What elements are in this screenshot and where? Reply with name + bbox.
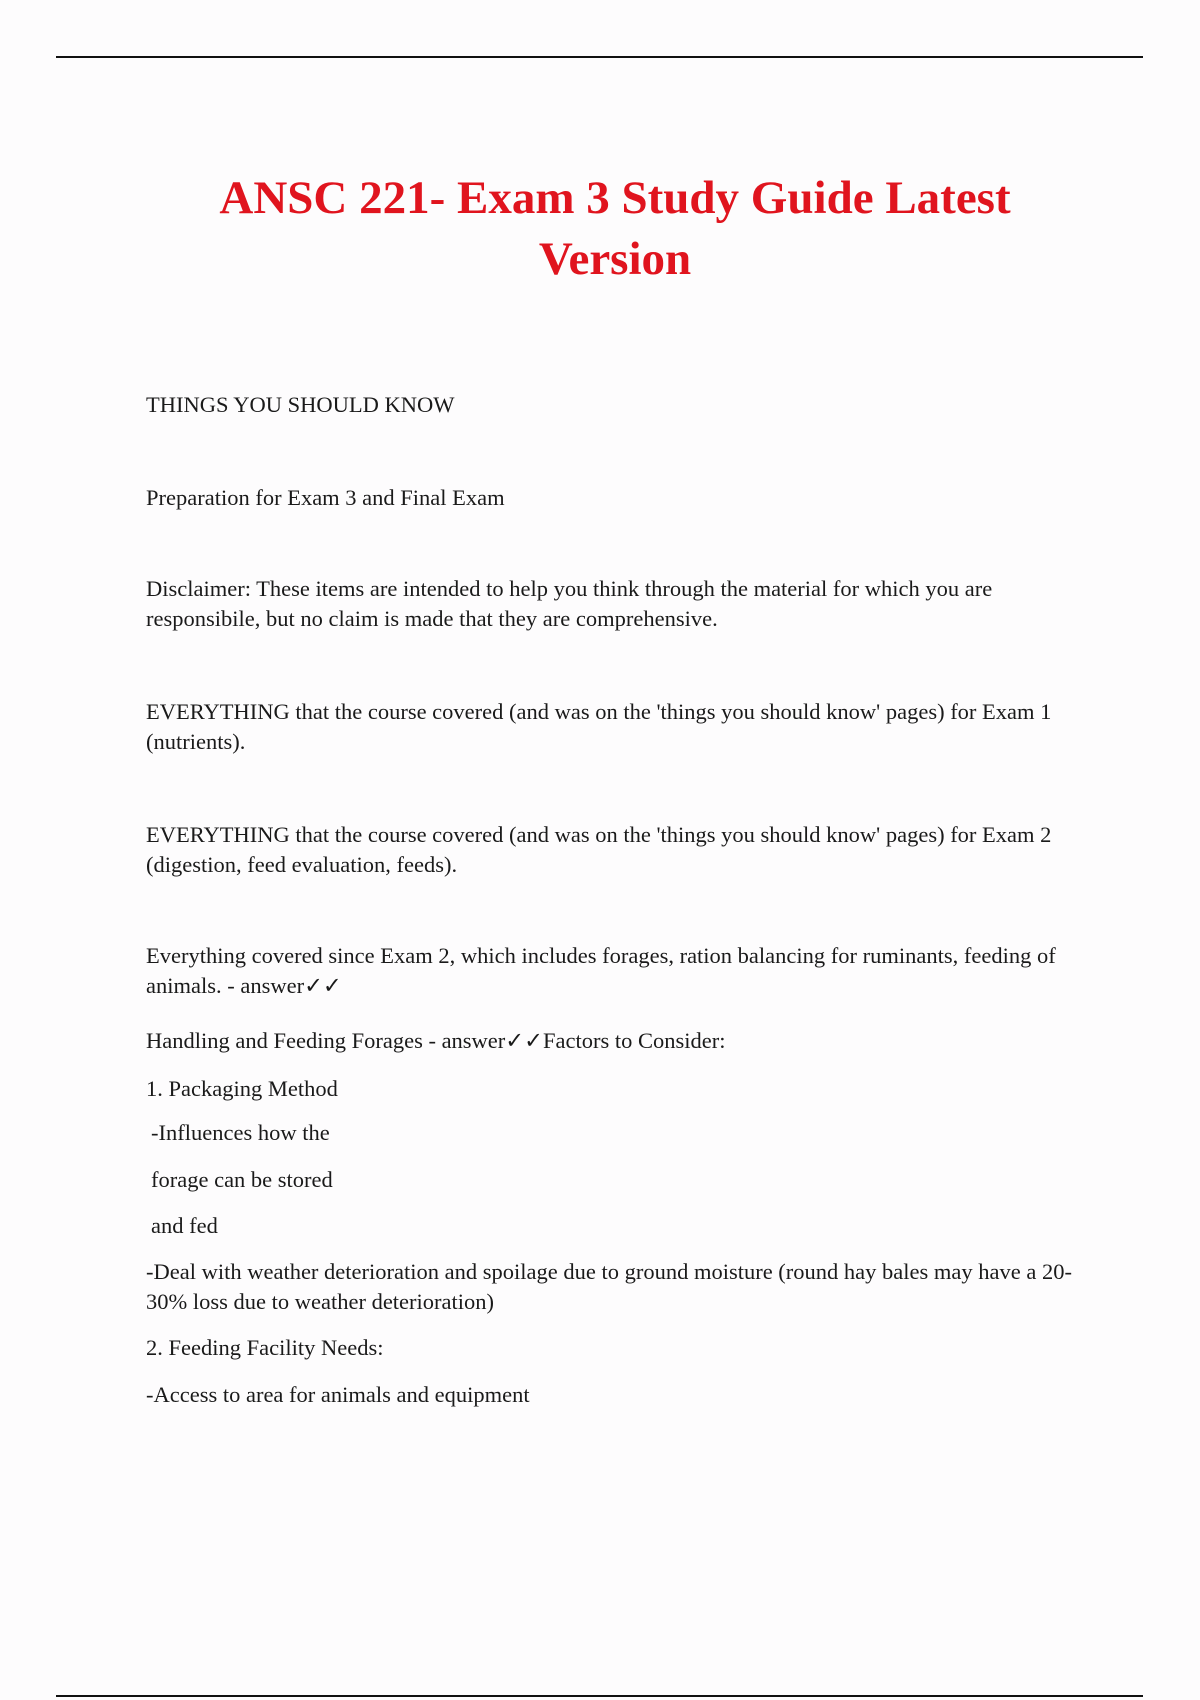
feeding-facility-item: 2. Feeding Facility Needs: (146, 1335, 384, 1360)
packaging-note-line-2: forage can be stored (151, 1167, 333, 1192)
disclaimer-paragraph: Disclaimer: These items are intended to help you think through the material for which you are responsibile, but no claim is made that they are comprehensive. (146, 576, 993, 631)
exam1-paragraph: EVERYTHING that the course covered (and was on the 'things you should know' pages) for Exam 1 (nutrients). (146, 699, 1052, 754)
bottom-rule (56, 1695, 1143, 1697)
exam2-paragraph: EVERYTHING that the course covered (and was on the 'things you should know' pages) for Exam 2 (digestion, feed evaluation, feeds). (146, 822, 1052, 877)
handling-forages-line: Handling and Feeding Forages - answer✓✓Factors to Consider: (146, 1028, 726, 1053)
packaging-note-line-1: -Influences how the (151, 1120, 330, 1145)
preparation-line: Preparation for Exam 3 and Final Exam (146, 485, 505, 510)
document-title: ANSC 221- Exam 3 Study Guide Latest Version (219, 172, 1011, 285)
since-exam2-paragraph: Everything covered since Exam 2, which includes forages, ration balancing for ruminants, feeding of animals. - answer✓✓ (146, 943, 1056, 998)
weather-deterioration-paragraph: -Deal with weather deterioration and spoilage due to ground moisture (round hay bales may have a 20-30% loss due to weather deterioration) (146, 1259, 1072, 1314)
packaging-method-item: 1. Packaging Method (146, 1076, 338, 1101)
packaging-note-line-3: and fed (151, 1213, 218, 1238)
top-rule (56, 56, 1143, 58)
access-area-line: -Access to area for animals and equipment (146, 1382, 530, 1407)
section-heading: THINGS YOU SHOULD KNOW (146, 392, 455, 417)
